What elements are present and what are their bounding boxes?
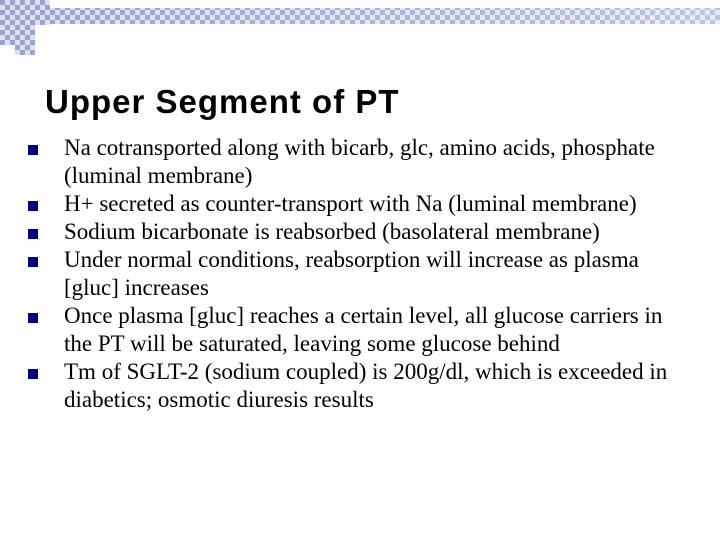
bullet-text: Na cotransported along with bicarb, glc, amino acids, phosphate (luminal membrane) [64, 135, 655, 188]
bullet-text: Once plasma [gluc] reaches a certain level, all glucose carriers in the PT will be saturated, leaving some glucose behind [64, 303, 663, 356]
square-bullet-icon [28, 145, 38, 155]
bullet-text: H+ secreted as counter-transport with Na (luminal membrane) [64, 191, 637, 216]
bullet-text: Under normal conditions, reabsorption will increase as plasma [gluc] increases [64, 247, 639, 300]
checkered-header-decoration [0, 0, 720, 60]
bullet-item [28, 358, 688, 414]
square-bullet-icon [28, 369, 38, 379]
bullet-item [28, 190, 688, 218]
bullet-list [28, 134, 688, 414]
slide-title: Upper Segment of PT [45, 83, 400, 120]
square-bullet-icon [28, 313, 38, 323]
bullet-text: Sodium bicarbonate is reabsorbed (basolateral membrane) [64, 219, 600, 244]
bullet-item [28, 246, 688, 302]
square-bullet-icon [28, 229, 38, 239]
bullet-text: Tm of SGLT-2 (sodium coupled) is 200g/dl, which is exceeded in diabetics; osmotic diuresis results [64, 359, 668, 412]
bullet-item [28, 134, 688, 190]
square-bullet-icon [28, 257, 38, 267]
square-bullet-icon [28, 201, 38, 211]
bullet-item [28, 302, 688, 358]
bullet-item [28, 218, 688, 246]
